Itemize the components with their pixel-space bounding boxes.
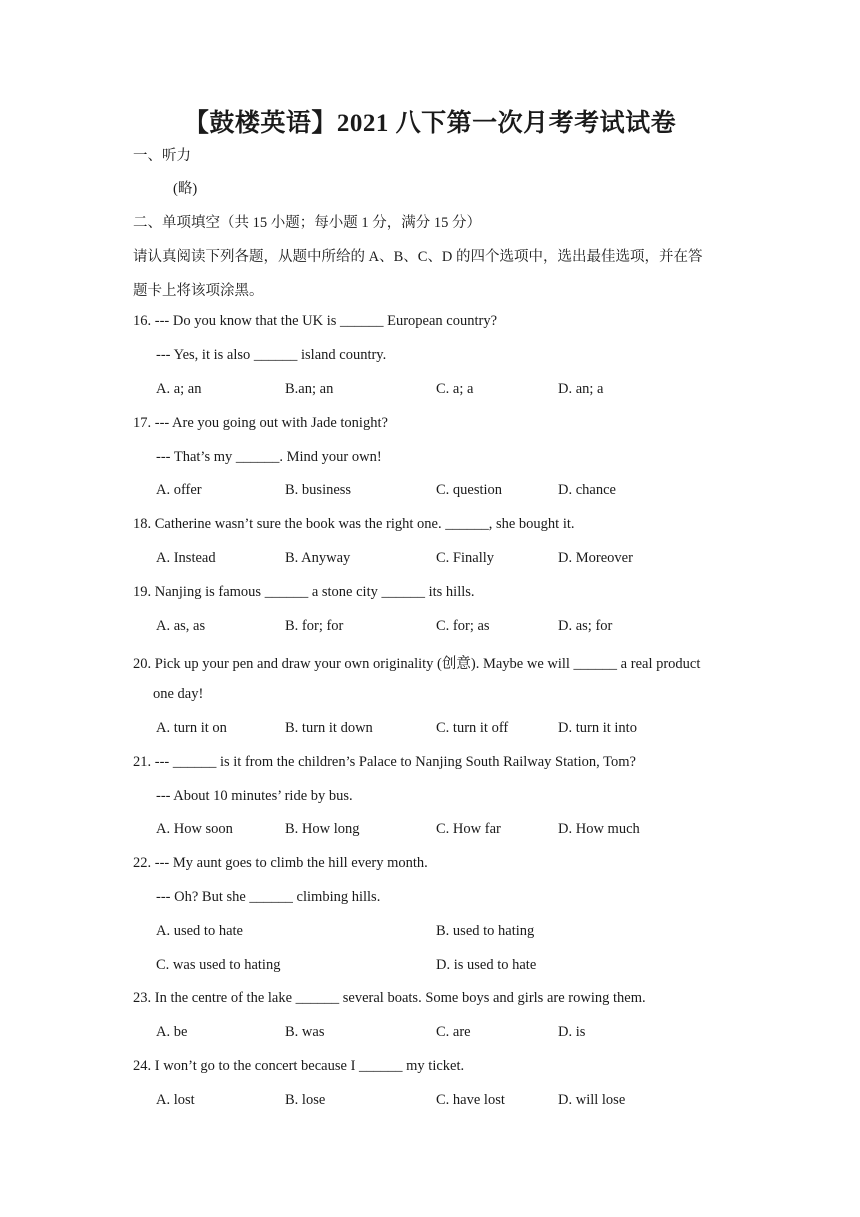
question-18-stem: 18. Catherine wasn’t sure the book was the right one. ______, she bought it. xyxy=(133,516,575,532)
question-23-stem: 23. In the centre of the lake ______ several boats. Some boys and girls are rowing them. xyxy=(133,990,646,1006)
question-20-option-c: C. turn it off xyxy=(436,720,509,736)
section-listening-heading: 一、听力 xyxy=(133,148,191,164)
section-instruction-line-1: 请认真阅读下列各题，从题中所给的 A、B、C、D 的四个选项中，选出最佳选项，并在答 xyxy=(133,249,703,265)
section-single-choice-heading: 二、单项填空（共 15 小题；每小题 1 分，满分 15 分） xyxy=(133,215,481,231)
question-18-option-b: B. Anyway xyxy=(285,550,351,566)
question-24-option-b: B. lose xyxy=(285,1092,326,1108)
question-20-stem: 20. Pick up your pen and draw your own originality (创意). Maybe we will ______ a real product xyxy=(133,656,701,672)
question-16-option-d: D. an; a xyxy=(558,381,604,397)
question-17-option-a: A. offer xyxy=(156,482,202,498)
question-21-option-c: C. How far xyxy=(436,821,501,837)
question-21-option-a: A. How soon xyxy=(156,821,233,837)
question-20-option-d: D. turn it into xyxy=(558,720,637,736)
question-18-option-d: D. Moreover xyxy=(558,550,633,566)
question-19-stem: 19. Nanjing is famous ______ a stone city ______ its hills. xyxy=(133,584,475,600)
question-22-option-b: B. used to hating xyxy=(436,923,535,939)
question-20-option-b: B. turn it down xyxy=(285,720,373,736)
question-23-option-d: D. is xyxy=(558,1024,586,1040)
question-22-stem-line-2: --- Oh? But she ______ climbing hills. xyxy=(156,889,381,905)
question-23-option-b: B. was xyxy=(285,1024,325,1040)
question-18-option-a: A. Instead xyxy=(156,550,216,566)
question-19-option-b: B. for; for xyxy=(285,618,344,634)
question-24-stem: 24. I won’t go to the concert because I ______ my ticket. xyxy=(133,1058,465,1074)
question-17-stem-line-2: --- That’s my ______. Mind your own! xyxy=(156,449,382,465)
question-17-stem: 17. --- Are you going out with Jade tonight? xyxy=(133,415,388,431)
question-23-option-a: A. be xyxy=(156,1024,188,1040)
question-20-stem-line-2: one day! xyxy=(153,686,204,702)
question-22-option-d: D. is used to hate xyxy=(436,957,537,973)
question-17-option-b: B. business xyxy=(285,482,352,498)
question-21-stem: 21. --- ______ is it from the children’s Palace to Nanjing South Railway Station, Tom? xyxy=(133,754,636,770)
question-22-stem: 22. --- My aunt goes to climb the hill every month. xyxy=(133,855,428,871)
question-16-option-c: C. a; a xyxy=(436,381,474,397)
question-19-option-d: D. as; for xyxy=(558,618,613,634)
question-16-stem-line-2: --- Yes, it is also ______ island country. xyxy=(156,347,387,363)
question-19-option-a: A. as, as xyxy=(156,618,206,634)
question-24-option-d: D. will lose xyxy=(558,1092,626,1108)
question-18-option-c: C. Finally xyxy=(436,550,495,566)
exam-title: 【鼓楼英语】2021 八下第一次月考考试试卷 xyxy=(183,110,677,137)
question-21-option-d: D. How much xyxy=(558,821,640,837)
question-17-option-c: C. question xyxy=(436,482,503,498)
question-24-option-a: A. lost xyxy=(156,1092,195,1108)
question-16-option-b: B.an; an xyxy=(285,381,334,397)
section-listening-note: (略) xyxy=(173,181,198,197)
question-22-option-a: A. used to hate xyxy=(156,923,243,939)
question-21-option-b: B. How long xyxy=(285,821,360,837)
question-22-option-c: C. was used to hating xyxy=(156,957,281,973)
question-16-option-a: A. a; an xyxy=(156,381,202,397)
question-24-option-c: C. have lost xyxy=(436,1092,505,1108)
question-19-option-c: C. for; as xyxy=(436,618,490,634)
question-23-option-c: C. are xyxy=(436,1024,471,1040)
question-21-stem-line-2: --- About 10 minutes’ ride by bus. xyxy=(156,788,353,804)
question-16-stem: 16. --- Do you know that the UK is ______ European country? xyxy=(133,313,498,329)
section-instruction-line-2: 题卡上将该项涂黑。 xyxy=(133,283,264,299)
question-17-option-d: D. chance xyxy=(558,482,616,498)
question-20-option-a: A. turn it on xyxy=(156,720,227,736)
